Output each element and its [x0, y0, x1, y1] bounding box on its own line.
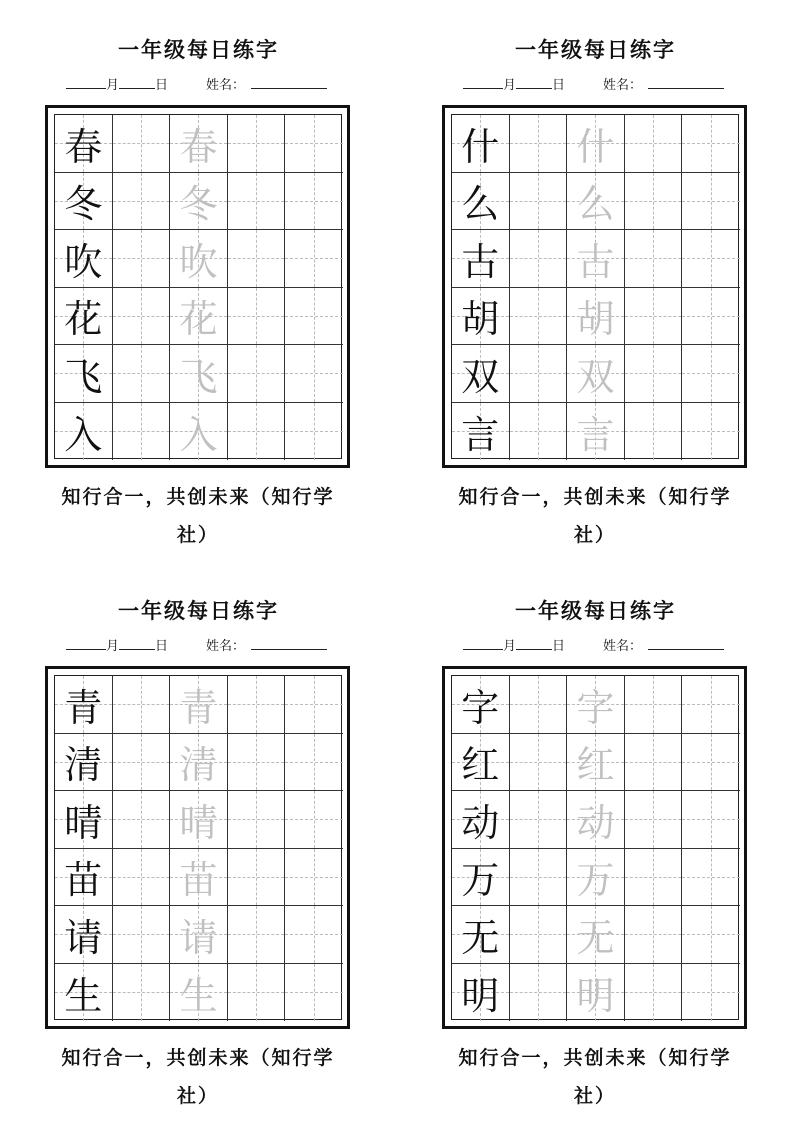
trace-character-cell[interactable]: [567, 230, 625, 288]
blank-cell[interactable]: [510, 906, 568, 964]
model-character-cell: [55, 345, 113, 403]
blank-cell[interactable]: [228, 849, 286, 907]
character: 无: [576, 915, 615, 960]
panel-footer: 知行合一，共创未来（知行学社）: [458, 1047, 732, 1107]
blank-cell[interactable]: [510, 403, 568, 461]
name-label: 姓名：: [603, 639, 643, 654]
character: 苗: [64, 858, 103, 903]
blank-cell[interactable]: [113, 676, 171, 734]
name-label: 姓名：: [603, 78, 643, 93]
blank-cell[interactable]: [113, 173, 171, 231]
character: 言: [576, 412, 615, 457]
character: 飞: [64, 354, 103, 399]
month-blank[interactable]: [66, 76, 106, 89]
panel-title: 一年级每日练字: [515, 598, 676, 623]
blank-cell[interactable]: [682, 676, 740, 734]
blank-cell[interactable]: [625, 115, 683, 173]
date-name-line: [463, 635, 724, 654]
blank-cell[interactable]: [625, 403, 683, 461]
practice-grid-frame: [442, 105, 747, 468]
character: 吹: [179, 239, 218, 284]
blank-cell[interactable]: [228, 230, 286, 288]
trace-character-cell[interactable]: [567, 849, 625, 907]
trace-character-cell[interactable]: [170, 791, 228, 849]
practice-panel: [0, 561, 397, 1122]
practice-grid: [451, 114, 739, 459]
name-label: 姓名：: [206, 639, 246, 654]
blank-cell[interactable]: [682, 173, 740, 231]
trace-character-cell[interactable]: [170, 849, 228, 907]
trace-character-cell[interactable]: [567, 345, 625, 403]
trace-character-cell[interactable]: [170, 734, 228, 792]
blank-cell[interactable]: [285, 906, 343, 964]
name-blank[interactable]: [251, 76, 327, 89]
character: 么: [461, 182, 500, 227]
blank-cell[interactable]: [625, 676, 683, 734]
model-character-cell: [55, 403, 113, 461]
character: 胡: [576, 297, 615, 342]
model-character-cell: [55, 115, 113, 173]
character: 古: [576, 239, 615, 284]
blank-cell[interactable]: [682, 791, 740, 849]
blank-cell[interactable]: [625, 345, 683, 403]
blank-cell[interactable]: [113, 230, 171, 288]
trace-character-cell[interactable]: [170, 676, 228, 734]
character: 苗: [179, 858, 218, 903]
month-blank[interactable]: [463, 76, 503, 89]
blank-cell[interactable]: [113, 791, 171, 849]
practice-grid: [54, 675, 342, 1020]
blank-cell[interactable]: [510, 849, 568, 907]
character: 万: [576, 858, 615, 903]
character: 古: [461, 239, 500, 284]
blank-cell[interactable]: [510, 115, 568, 173]
month-label: 月: [106, 78, 120, 93]
blank-cell[interactable]: [682, 115, 740, 173]
model-character-cell: [452, 403, 510, 461]
model-character-cell: [55, 230, 113, 288]
character: 飞: [179, 354, 218, 399]
day-blank[interactable]: [119, 637, 155, 650]
blank-cell[interactable]: [625, 230, 683, 288]
character: 入: [64, 412, 103, 457]
blank-cell[interactable]: [285, 345, 343, 403]
model-character-cell: [452, 791, 510, 849]
day-label: 日: [155, 639, 169, 654]
blank-cell[interactable]: [682, 288, 740, 346]
trace-character-cell[interactable]: [170, 288, 228, 346]
character: 字: [576, 685, 615, 730]
name-blank[interactable]: [648, 76, 724, 89]
model-character-cell: [452, 345, 510, 403]
trace-character-cell[interactable]: [567, 734, 625, 792]
blank-cell[interactable]: [510, 230, 568, 288]
character: 晴: [179, 800, 218, 845]
blank-cell[interactable]: [510, 734, 568, 792]
blank-cell[interactable]: [285, 115, 343, 173]
blank-cell[interactable]: [228, 115, 286, 173]
blank-cell[interactable]: [228, 345, 286, 403]
model-character-cell: [452, 173, 510, 231]
character: 胡: [461, 297, 500, 342]
trace-character-cell[interactable]: [567, 173, 625, 231]
trace-character-cell[interactable]: [567, 676, 625, 734]
blank-cell[interactable]: [113, 964, 171, 1022]
trace-character-cell[interactable]: [567, 115, 625, 173]
practice-grid: [451, 675, 739, 1020]
character: 明: [576, 973, 615, 1018]
character: 红: [461, 743, 500, 788]
blank-cell[interactable]: [285, 734, 343, 792]
character: 生: [179, 973, 218, 1018]
name-blank[interactable]: [251, 637, 327, 650]
blank-cell[interactable]: [113, 115, 171, 173]
blank-cell[interactable]: [285, 230, 343, 288]
character: 请: [179, 915, 218, 960]
blank-cell[interactable]: [682, 345, 740, 403]
blank-cell[interactable]: [228, 403, 286, 461]
blank-cell[interactable]: [682, 403, 740, 461]
character: 么: [576, 182, 615, 227]
model-character-cell: [55, 906, 113, 964]
trace-character-cell[interactable]: [567, 964, 625, 1022]
blank-cell[interactable]: [682, 734, 740, 792]
blank-cell[interactable]: [625, 906, 683, 964]
model-character-cell: [55, 849, 113, 907]
practice-panel: [397, 561, 793, 1122]
trace-character-cell[interactable]: [170, 173, 228, 231]
day-blank[interactable]: [516, 637, 552, 650]
date-name-line: [463, 74, 724, 93]
trace-character-cell[interactable]: [170, 403, 228, 461]
panel-title: 一年级每日练字: [118, 598, 279, 623]
character: 双: [461, 354, 500, 399]
date-name-line: [66, 74, 327, 93]
blank-cell[interactable]: [682, 964, 740, 1022]
blank-cell[interactable]: [228, 288, 286, 346]
day-label: 日: [552, 639, 566, 654]
month-label: 月: [503, 78, 517, 93]
blank-cell[interactable]: [510, 791, 568, 849]
character: 无: [461, 915, 500, 960]
blank-cell[interactable]: [285, 173, 343, 231]
character: 请: [64, 915, 103, 960]
name-label: 姓名：: [206, 78, 246, 93]
model-character-cell: [55, 791, 113, 849]
day-label: 日: [552, 78, 566, 93]
date-name-line: [66, 635, 327, 654]
day-blank[interactable]: [119, 76, 155, 89]
character: 言: [461, 412, 500, 457]
month-label: 月: [503, 639, 517, 654]
model-character-cell: [452, 906, 510, 964]
character: 清: [179, 743, 218, 788]
month-blank[interactable]: [463, 637, 503, 650]
character: 花: [64, 297, 103, 342]
blank-cell[interactable]: [285, 403, 343, 461]
model-character-cell: [452, 230, 510, 288]
panel-footer: 知行合一，共创未来（知行学社）: [61, 1047, 335, 1107]
blank-cell[interactable]: [113, 288, 171, 346]
blank-cell[interactable]: [228, 791, 286, 849]
trace-character-cell[interactable]: [170, 115, 228, 173]
character: 青: [179, 685, 218, 730]
blank-cell[interactable]: [510, 676, 568, 734]
blank-cell[interactable]: [625, 288, 683, 346]
character: 吹: [64, 239, 103, 284]
trace-character-cell[interactable]: [567, 288, 625, 346]
trace-character-cell[interactable]: [170, 230, 228, 288]
character: 春: [64, 124, 103, 169]
blank-cell[interactable]: [510, 345, 568, 403]
blank-cell[interactable]: [228, 906, 286, 964]
panel-footer: 知行合一，共创未来（知行学社）: [458, 486, 732, 546]
practice-panel: [397, 0, 793, 561]
blank-cell[interactable]: [625, 734, 683, 792]
day-label: 日: [155, 78, 169, 93]
trace-character-cell[interactable]: [567, 906, 625, 964]
model-character-cell: [452, 734, 510, 792]
blank-cell[interactable]: [625, 173, 683, 231]
blank-cell[interactable]: [113, 403, 171, 461]
character: 青: [64, 685, 103, 730]
character: 冬: [179, 182, 218, 227]
model-character-cell: [452, 849, 510, 907]
character: 清: [64, 743, 103, 788]
panel-footer: 知行合一，共创未来（知行学社）: [61, 486, 335, 546]
trace-character-cell[interactable]: [170, 345, 228, 403]
month-label: 月: [106, 639, 120, 654]
character: 晴: [64, 800, 103, 845]
blank-cell[interactable]: [285, 964, 343, 1022]
blank-cell[interactable]: [228, 964, 286, 1022]
character: 生: [64, 973, 103, 1018]
character: 动: [576, 800, 615, 845]
panel-title: 一年级每日练字: [118, 37, 279, 62]
character: 动: [461, 800, 500, 845]
practice-grid: [54, 114, 342, 459]
trace-character-cell[interactable]: [170, 964, 228, 1022]
blank-cell[interactable]: [682, 849, 740, 907]
practice-panel: [0, 0, 397, 561]
character: 双: [576, 354, 615, 399]
character: 什: [461, 124, 500, 169]
blank-cell[interactable]: [228, 676, 286, 734]
model-character-cell: [55, 964, 113, 1022]
practice-grid-frame: [442, 666, 747, 1029]
blank-cell[interactable]: [113, 734, 171, 792]
model-character-cell: [452, 676, 510, 734]
blank-cell[interactable]: [510, 288, 568, 346]
model-character-cell: [55, 676, 113, 734]
character: 明: [461, 973, 500, 1018]
character: 字: [461, 685, 500, 730]
blank-cell[interactable]: [510, 173, 568, 231]
blank-cell[interactable]: [285, 849, 343, 907]
blank-cell[interactable]: [285, 791, 343, 849]
day-blank[interactable]: [516, 76, 552, 89]
practice-grid-frame: [45, 105, 350, 468]
character: 万: [461, 858, 500, 903]
blank-cell[interactable]: [285, 288, 343, 346]
character: 红: [576, 743, 615, 788]
blank-cell[interactable]: [682, 906, 740, 964]
blank-cell[interactable]: [682, 230, 740, 288]
model-character-cell: [55, 173, 113, 231]
blank-cell[interactable]: [625, 964, 683, 1022]
model-character-cell: [452, 288, 510, 346]
blank-cell[interactable]: [625, 791, 683, 849]
blank-cell[interactable]: [285, 676, 343, 734]
model-character-cell: [452, 115, 510, 173]
character: 花: [179, 297, 218, 342]
panel-title: 一年级每日练字: [515, 37, 676, 62]
character: 什: [576, 124, 615, 169]
trace-character-cell[interactable]: [170, 906, 228, 964]
blank-cell[interactable]: [510, 964, 568, 1022]
blank-cell[interactable]: [113, 849, 171, 907]
model-character-cell: [55, 734, 113, 792]
character: 冬: [64, 182, 103, 227]
character: 入: [179, 412, 218, 457]
character: 春: [179, 124, 218, 169]
blank-cell[interactable]: [625, 849, 683, 907]
blank-cell[interactable]: [228, 734, 286, 792]
trace-character-cell[interactable]: [567, 791, 625, 849]
blank-cell[interactable]: [113, 345, 171, 403]
model-character-cell: [452, 964, 510, 1022]
blank-cell[interactable]: [228, 173, 286, 231]
blank-cell[interactable]: [113, 906, 171, 964]
model-character-cell: [55, 288, 113, 346]
name-blank[interactable]: [648, 637, 724, 650]
month-blank[interactable]: [66, 637, 106, 650]
practice-grid-frame: [45, 666, 350, 1029]
trace-character-cell[interactable]: [567, 403, 625, 461]
